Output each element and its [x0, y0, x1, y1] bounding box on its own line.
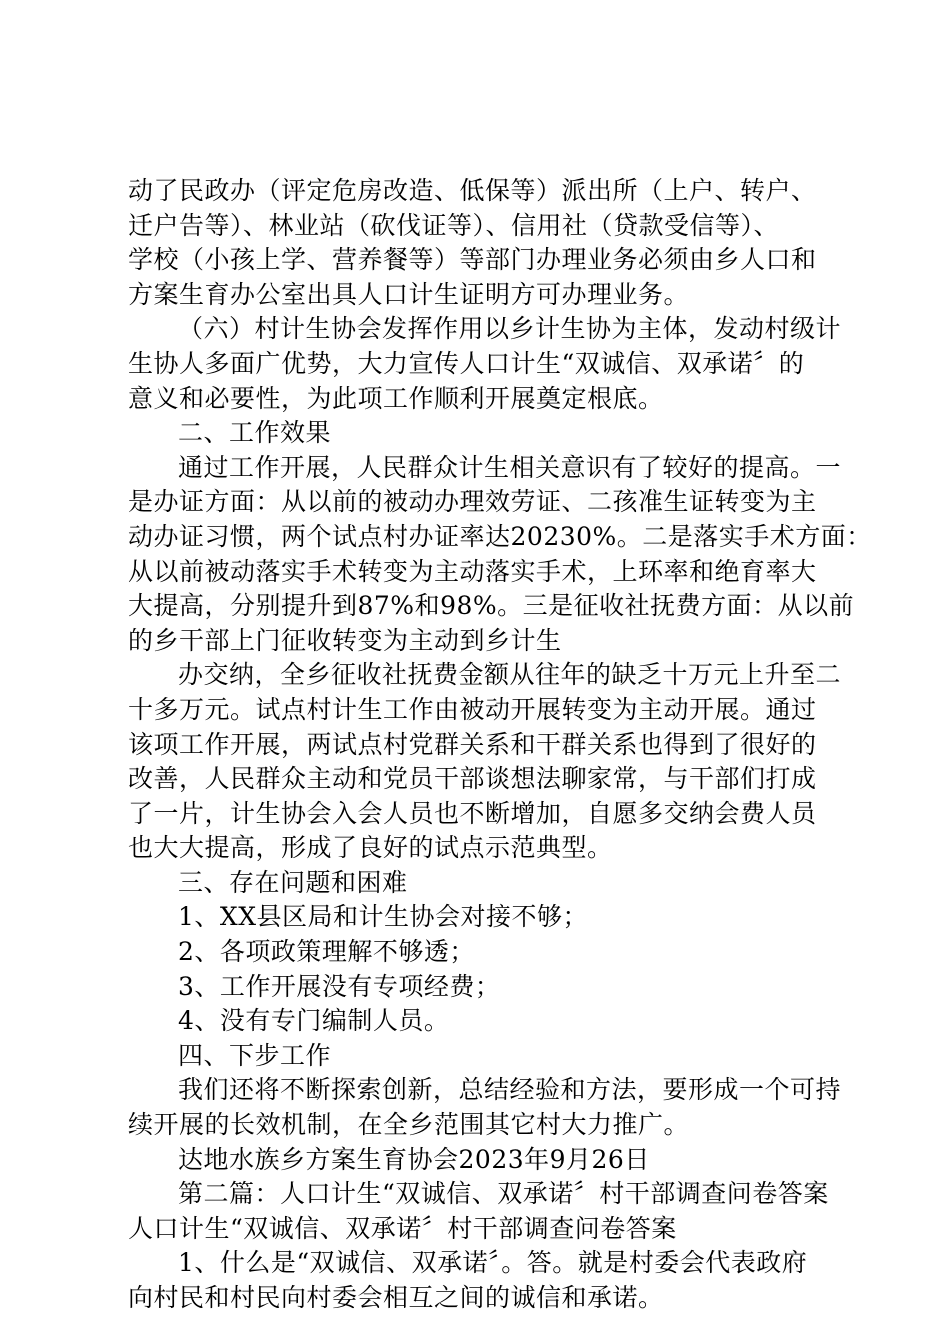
- text-line: 三、存在问题和困难: [178, 867, 408, 897]
- text-line: 4、没有专门编制人员。: [178, 1006, 450, 1036]
- text-line: 动办证习惯，两个试点村办证率达20230%。二是落实手术方面：: [128, 521, 872, 551]
- text-line: 第二篇：人口计生“双诚信、双承诺〞村干部调查问卷答案: [178, 1179, 829, 1209]
- text-line: 从以前被动落实手术转变为主动落实手术，上环率和绝育率大: [128, 556, 817, 586]
- text-line: 方案生育办公室出具人口计生证明方可办理业务。: [128, 279, 690, 309]
- text-line: 十多万元。试点村计生工作由被动开展转变为主动开展。通过: [128, 694, 817, 724]
- text-line: （六）村计生协会发挥作用以乡计生协为主体，发动村级计: [178, 314, 842, 344]
- text-line: 达地水族乡方案生育协会2023年9月26日: [178, 1144, 650, 1174]
- text-line: 动了民政办（评定危房改造、低保等）派出所（上户、转户、: [128, 176, 817, 205]
- text-line: 通过工作开展，人民群众计生相关意识有了较好的提高。一: [178, 452, 842, 482]
- text-line: 向村民和村民向村委会相互之间的诚信和承诺。: [128, 1283, 664, 1312]
- text-line: 生协人多面广优势，大力宣传人口计生“双诚信、双承诺〞的: [128, 348, 805, 378]
- text-line: 迁户告等）、林业站（砍伐证等）、信用社（贷款受信等）、: [128, 210, 780, 240]
- text-line: 的乡干部上门征收转变为主动到乡计生: [128, 625, 562, 655]
- text-line: 1、XX县区局和计生协会对接不够；: [178, 902, 589, 932]
- text-line: 四、下步工作: [178, 1040, 332, 1070]
- text-line: 改善，人民群众主动和党员干部谈想法聊家常，与干部们打成: [128, 764, 817, 794]
- text-line: 意义和必要性，为此项工作顺利开展奠定根底。: [128, 383, 664, 413]
- text-line: 办交纳，全乡征收社抚费金额从往年的缺乏十万元上升至二: [178, 660, 842, 690]
- text-line: 我们还将不断探索创新，总结经验和方法，要形成一个可持: [178, 1075, 842, 1105]
- text-line: 学校（小孩上学、营养餐等）等部门办理业务必须由乡人口和: [128, 245, 817, 275]
- text-line: 二、工作效果: [178, 418, 332, 448]
- text-line: 1、什么是“双诚信、双承诺〞。答。就是村委会代表政府: [178, 1248, 808, 1278]
- text-line: 该项工作开展，两试点村党群关系和干群关系也得到了很好的: [128, 729, 817, 759]
- text-line: 2、各项政策理解不够透；: [178, 937, 475, 967]
- text-line: 了一片，计生协会入会人员也不断增加，自愿多交纳会费人员: [128, 798, 817, 828]
- text-line: 是办证方面：从以前的被动办理效劳证、二孩准生证转变为主: [128, 487, 817, 517]
- text-line: 续开展的长效机制，在全乡范围其它村大力推广。: [128, 1110, 690, 1140]
- text-line: 大提高，分别提升到87%和98%。三是征收社抚费方面：从以前: [128, 591, 855, 621]
- document-body: [128, 174, 872, 1316]
- text-line: 人口计生“双诚信、双承诺〞村干部调查问卷答案: [128, 1213, 677, 1243]
- text-line: 也大大提高，形成了良好的试点示范典型。: [128, 833, 613, 863]
- text-line: 3、工作开展没有专项经费；: [178, 971, 501, 1001]
